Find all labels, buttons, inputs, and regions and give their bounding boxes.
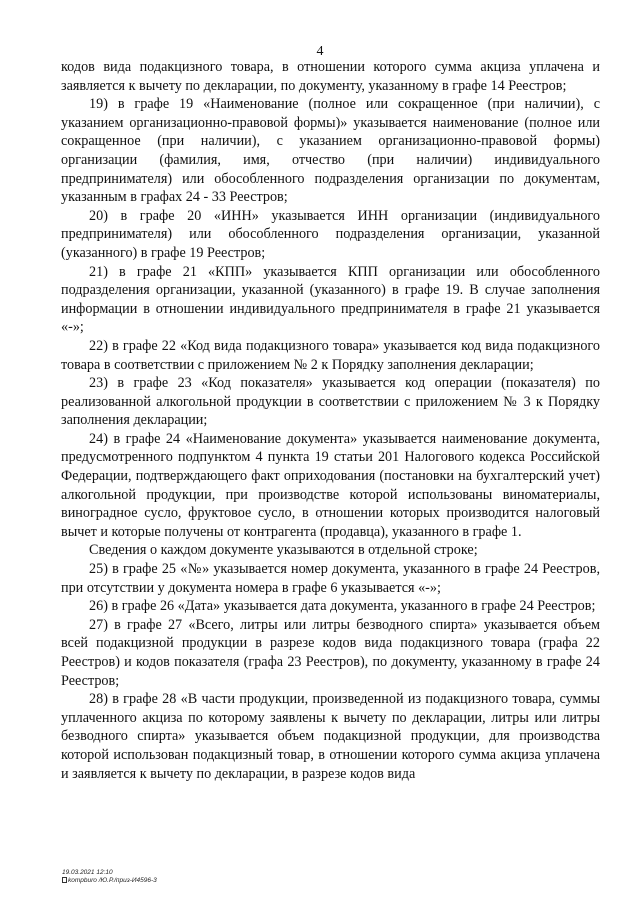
paragraph-item-21: 21) в графе 21 «КПП» указывается КПП организации или обособленного подразделения организации, указанной (указанного) в графе 19. В случае заполнения информации в отношении индивидуального предпринимателя в графе 21 указывается «-»; <box>61 263 600 336</box>
document-icon <box>62 877 67 883</box>
document-text <box>61 58 600 783</box>
paragraph-item-27: 27) в графе 27 «Всего, литры или литры безводного спирта» указывается объем всей подакцизной продукции в разрезе кодов вида подакцизного товара (графа 22 Реестров) и кодов показателя (графа 23 Реестров), по документу, указанному в графе 24 Реестров; <box>61 616 600 689</box>
paragraph-item-23: 23) в графе 23 «Код показателя» указывается код операции (показателя) по реализованной алкогольной продукции в соответствии с приложением № 3 к Порядку заполнения декларации; <box>61 375 600 429</box>
footer-path-text: kompburo /Ю.Р./приз-И4596-3 <box>68 877 157 884</box>
paragraph-item-25: 25) в графе 25 «№» указывается номер документа, указанного в графе 24 Реестров, при отсутствии у документа номера в графе 6 указывается «-»; <box>61 561 600 596</box>
paragraph-item-20: 20) в графе 20 «ИНН» указывается ИНН организации (индивидуального предпринимателя) или обособленного подразделения организации, указанной (указанного) в графе 19 Реестров; <box>61 207 600 261</box>
page-footer <box>62 869 157 885</box>
paragraph-item-26: 26) в графе 26 «Дата» указывается дата документа, указанного в графе 24 Реестров; <box>89 598 596 615</box>
paragraph-continuation: кодов вида подакцизного товара, в отношении которого сумма акциза уплачена и заявляется к вычету по декларации, по документу, указанному в графе 14 Реестров; <box>61 59 600 94</box>
paragraph-item-24: 24) в графе 24 «Наименование документа» указывается наименование документа, предусмотренного подпунктом 4 пункта 19 статьи 201 Налогового кодекса Российской Федерации, подтверждающего факт оприходования (постановки на бухгалтерский учет) алкогольной продукции, при производстве которой использованы виноматериалы, виноградное сусло, фруктовое сусло, в отношении которых производится налоговый вычет и которые получены от контрагента (продавца), указанного в графе 1. <box>61 430 600 540</box>
footer-file-path <box>62 877 157 885</box>
paragraph-item-19: 19) в графе 19 «Наименование (полное или сокращенное (при наличии), с указанием организационно-правовой формы)» указывается наименование (полное или сокращенное (при наличии), с указанием организационно-правовой формы) организации (фамилия, имя, отчество (при наличии) индивидуального предпринимателя) или обособленного подразделения организации по документам, указанным в графах 24 - 33 Реестров; <box>61 96 600 206</box>
paragraph-item-24-note: Сведения о каждом документе указываются в отдельной строке; <box>89 542 478 559</box>
paragraph-item-22: 22) в графе 22 «Код вида подакцизного товара» указывается код вида подакцизного товара в соответствии с приложением № 2 к Порядку заполнения декларации; <box>61 337 600 373</box>
paragraph-item-28: 28) в графе 28 «В части продукции, произведенной из подакцизного товара, суммы уплаченного акциза по которому заявлены к вычету по декларации, литры или литры безводного спирта» указывается объем подакцизной продукции, для производства которой использован подакцизный товар, в отношении которого сумма акциза уплачена и заявляется к вычету по декларации, в разрезе кодов вида <box>61 691 600 782</box>
page-number: 4 <box>316 44 324 59</box>
footer-datetime: 19.03.2021 12:10 <box>62 869 113 876</box>
